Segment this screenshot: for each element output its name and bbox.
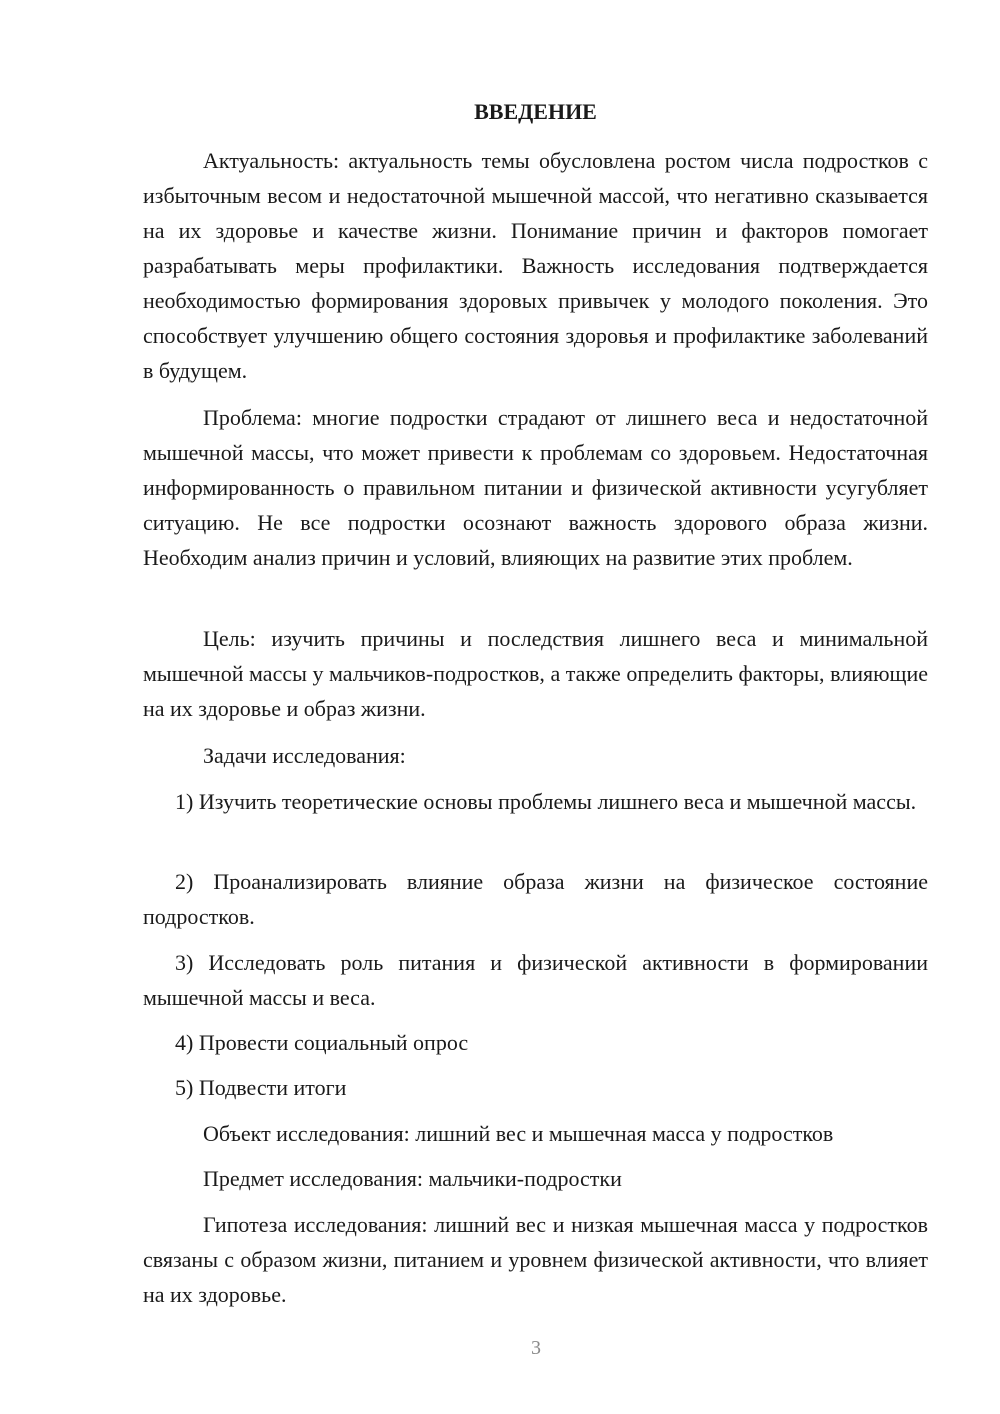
paragraph-subject: Предмет исследования: мальчики-подростки — [203, 1166, 622, 1191]
paragraph-object: Объект исследования: лишний вес и мышечная масса у подростков — [203, 1121, 834, 1146]
task-item-4: 4) Провести социальный опрос — [175, 1030, 469, 1055]
paragraph-problem: Проблема: многие подростки страдают от лишнего веса и недостаточной мышечной массы, что может привести к проблемам со здоровьем. Недостаточная информированность о правильном питании и физической активности усугубляет ситуацию. Не все подростки осознают важность здорового образа жизни. Необходим анализ причин и условий, влияющих на развитие этих проблем. — [143, 405, 928, 570]
task-item-1: 1) Изучить теоретические основы проблемы лишнего веса и мышечной массы. — [175, 789, 917, 814]
paragraph-goal: Цель: изучить причины и последствия лишнего веса и минимальной мышечной массы у мальчиков-подростков, а также определить факторы, влияющие на их здоровье и образ жизни. — [143, 626, 928, 721]
task-item-3: 3) Исследовать роль питания и физической активности в формировании мышечной массы и веса. — [143, 950, 928, 1010]
paragraph-hypothesis: Гипотеза исследования: лишний вес и низкая мышечная масса у подростков связаны с образом жизни, питанием и уровнем физической активности, что влияет на их здоровье. — [143, 1212, 928, 1307]
task-item-5: 5) Подвести итоги — [175, 1075, 347, 1100]
task-item-2: 2) Проанализировать влияние образа жизни на физическое состояние подростков. — [143, 869, 928, 929]
paragraph-relevance: Актуальность: актуальность темы обусловлена ростом числа подростков с избыточным весом и недостаточной мышечной массой, что негативно сказывается на их здоровье и качестве жизни. Понимание причин и факторов помогает разрабатывать меры профилактики. Важность исследования подтверждается необходимостью формирования здоровых привычек у молодого поколения. Это способствует улучшению общего состояния здоровья и профилактике заболеваний в будущем. — [143, 148, 928, 383]
section-heading: ВВЕДЕНИЕ — [474, 99, 597, 124]
tasks-title: Задачи исследования: — [203, 743, 406, 768]
page-number: 3 — [531, 1337, 541, 1359]
